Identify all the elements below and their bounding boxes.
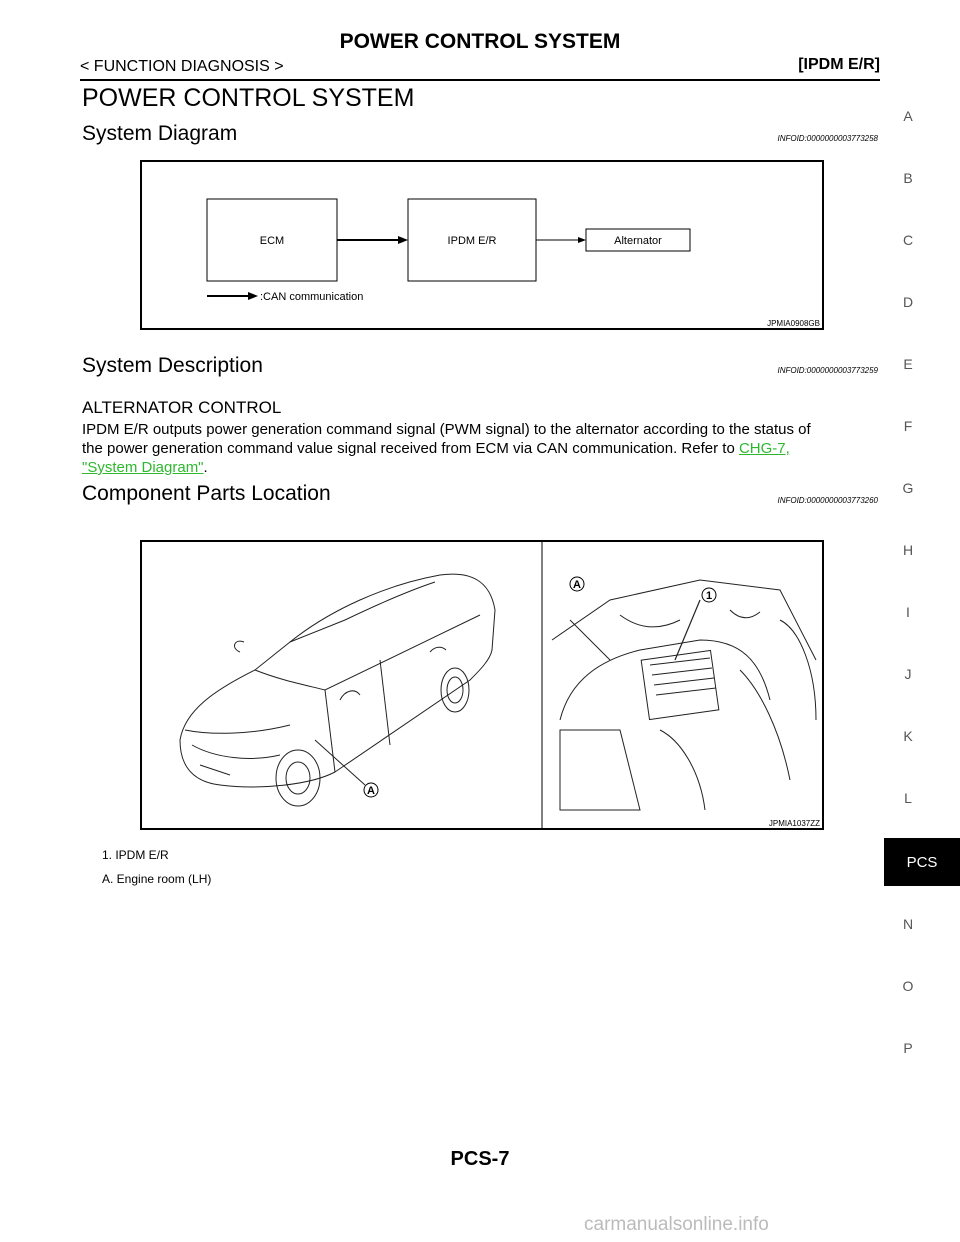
alternator-control-text: [82, 420, 878, 477]
side-index-d[interactable]: D: [902, 294, 914, 310]
callout-1-label: 1: [705, 590, 713, 602]
alternator-label: Alternator: [614, 235, 662, 247]
callout-a-car-label: A: [367, 785, 375, 797]
side-index-f[interactable]: F: [903, 418, 913, 434]
component-parts-heading: Component Parts Location: [82, 482, 331, 505]
alternator-control-heading: ALTERNATOR CONTROL: [82, 398, 282, 417]
side-index-h[interactable]: H: [902, 542, 914, 558]
page-header-title: POWER CONTROL SYSTEM: [339, 30, 621, 53]
component-location-figure: [140, 540, 824, 830]
side-index-i[interactable]: I: [906, 604, 910, 620]
side-index-g[interactable]: G: [902, 480, 914, 496]
side-index-o[interactable]: O: [902, 978, 914, 994]
component-label: [IPDM E/R]: [798, 56, 880, 73]
side-index-k[interactable]: K: [903, 728, 913, 744]
callout-1: [702, 588, 716, 602]
system-diagram-code: JPMIA0908GB: [767, 319, 820, 328]
side-index-n[interactable]: N: [902, 916, 914, 932]
ipdm-label: IPDM E/R: [447, 235, 497, 247]
main-title: POWER CONTROL SYSTEM: [82, 84, 415, 112]
system-description-infoid: INFOID:0000000003773259: [777, 366, 878, 375]
system-diagram-link[interactable]: "System Diagram": [82, 459, 204, 476]
side-index-j[interactable]: J: [904, 666, 912, 682]
page-number: PCS-7: [450, 1148, 510, 1170]
chg-7-link[interactable]: CHG-7,: [738, 440, 790, 457]
side-index-c[interactable]: C: [902, 232, 914, 248]
text-line-2: the power generation command value signal received from ECM via CAN communication. Refer to CHG-7,: [82, 440, 790, 457]
side-index-b[interactable]: B: [903, 170, 913, 186]
text-line-3: "System Diagram".: [82, 459, 208, 476]
side-index-a[interactable]: A: [903, 108, 913, 124]
text-line-1: IPDM E/R outputs power generation command signal (PWM signal) to the alternator according to the status of: [82, 421, 811, 438]
legend-item-1: 1. IPDM E/R: [102, 848, 169, 862]
can-legend: :CAN communication: [260, 291, 364, 303]
ecm-label: ECM: [259, 235, 285, 247]
side-index-l[interactable]: L: [904, 790, 912, 806]
system-description-heading: System Description: [82, 354, 263, 377]
callout-a-engine-label: A: [573, 579, 581, 591]
system-diagram-heading: System Diagram: [82, 122, 238, 145]
side-index-e[interactable]: E: [903, 356, 913, 372]
header-rule: [80, 79, 880, 81]
side-index-p[interactable]: P: [903, 1040, 913, 1056]
section-label: < FUNCTION DIAGNOSIS >: [80, 58, 284, 75]
callout-a-car: [364, 783, 378, 797]
side-tab-pcs[interactable]: PCS: [884, 838, 960, 886]
callout-a-engine: [570, 577, 584, 591]
component-figure-code: JPMIA1037ZZ: [768, 819, 820, 828]
legend-item-2: A. Engine room (LH): [102, 872, 212, 886]
system-diagram-figure: [140, 160, 824, 330]
component-parts-infoid: INFOID:0000000003773260: [777, 496, 878, 505]
watermark: carmanualsonline.info: [584, 1214, 769, 1235]
system-diagram-infoid: INFOID:0000000003773258: [777, 134, 878, 143]
